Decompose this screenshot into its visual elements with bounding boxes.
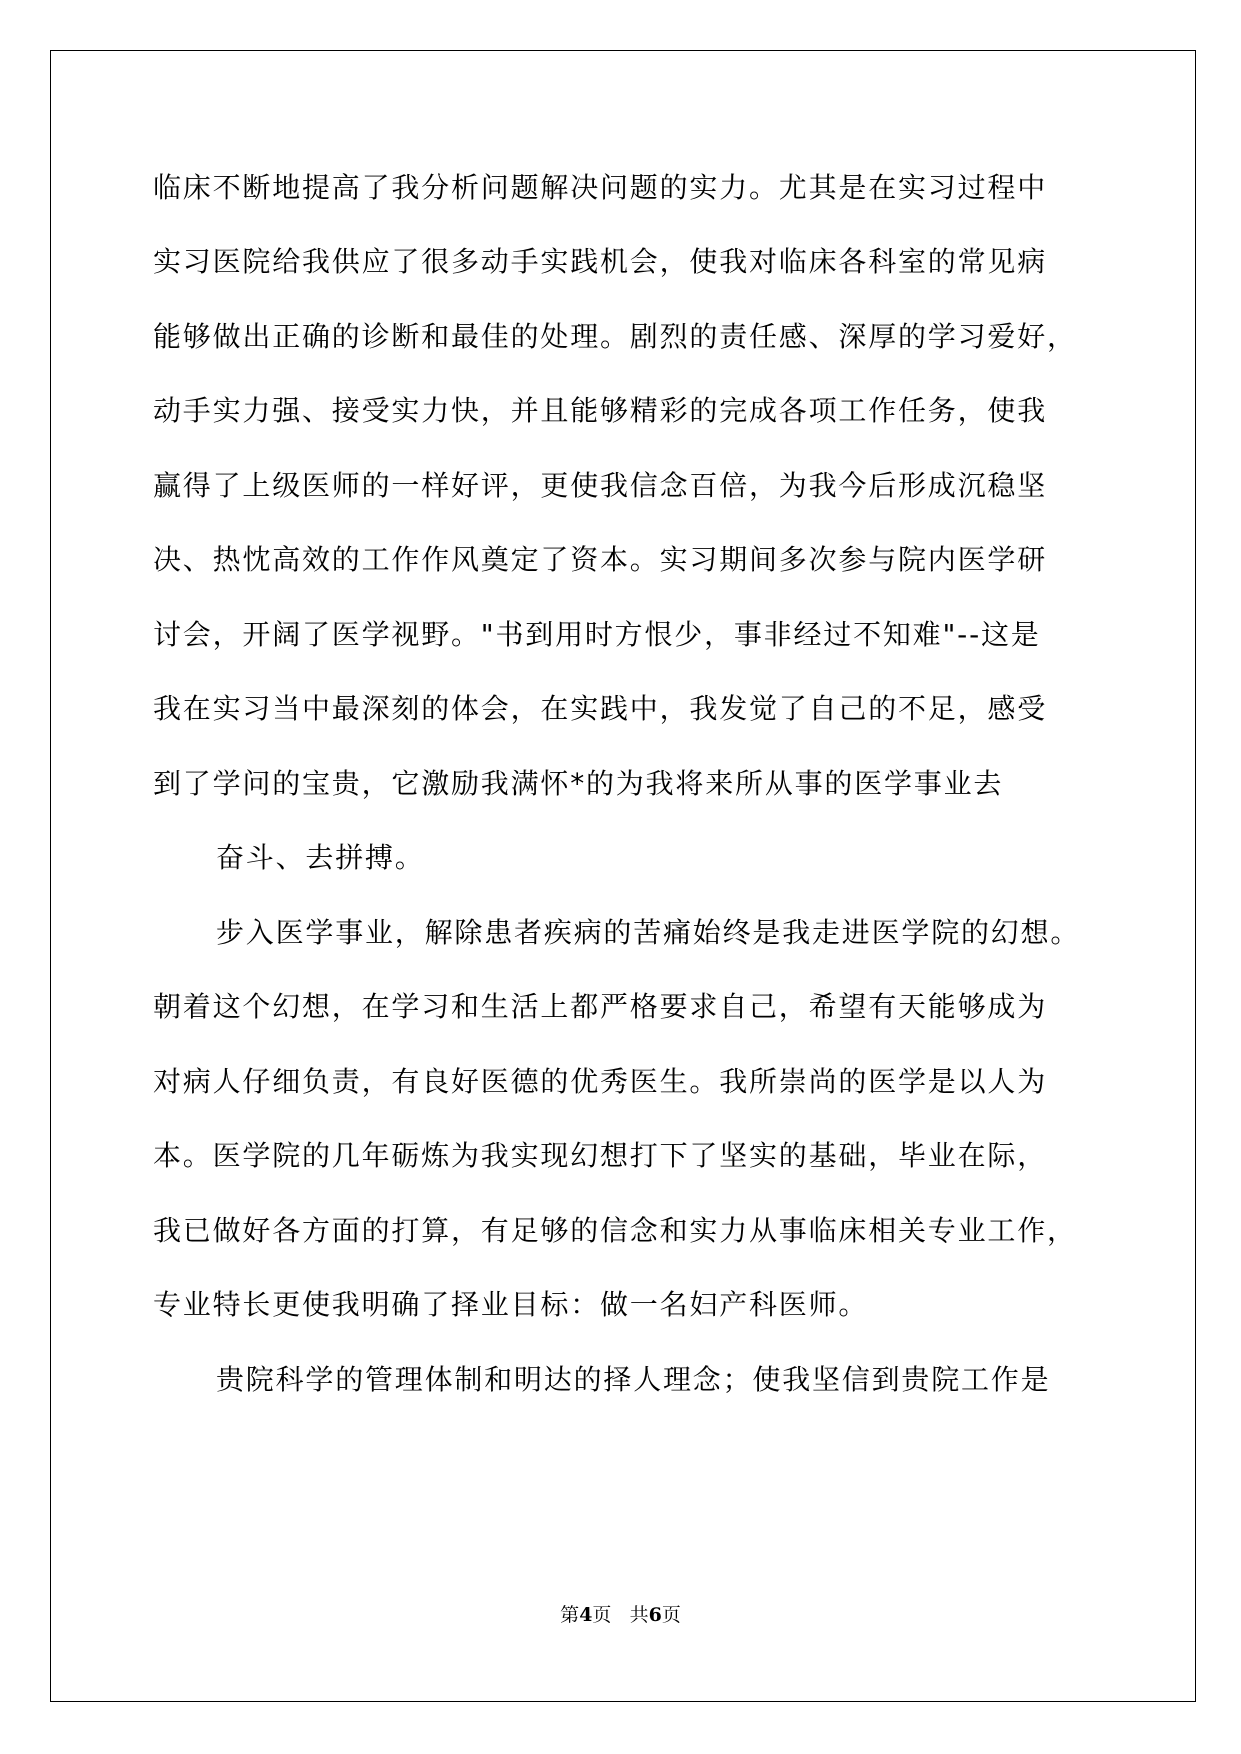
text-line: 临床不断地提高了我分析问题解决问题的实力。尤其是在实习过程中	[153, 171, 1048, 204]
page-border	[50, 50, 1196, 1702]
footer-prefix: 第	[560, 1604, 580, 1626]
text-line: 贵院科学的管理体制和明达的择人理念；使我坚信到贵院工作是	[216, 1363, 1051, 1396]
text-line: 步入医学事业，解除患者疾病的苦痛始终是我走进医学院的幻想。	[216, 916, 1081, 949]
text-line: 决、热忱高效的工作作风奠定了资本。实习期间多次参与院内医学研	[153, 543, 1048, 576]
text-line: 我已做好各方面的打算，有足够的信念和实力从事临床相关专业工作，	[153, 1214, 1077, 1247]
total-pages-number: 6	[648, 1604, 662, 1626]
text-line: 能够做出正确的诊断和最佳的处理。剧烈的责任感、深厚的学习爱好，	[153, 320, 1077, 353]
text-line: 奋斗、去拼搏。	[216, 841, 425, 874]
text-line: 讨会，开阔了医学视野。"书到用时方恨少，事非经过不知难"--这是	[153, 618, 1041, 651]
text-line: 朝着这个幻想，在学习和生活上都严格要求自己，希望有天能够成为	[153, 990, 1048, 1023]
footer-total-prefix: 共	[629, 1604, 649, 1626]
text-line: 专业特长更使我明确了择业目标：做一名妇产科医师。	[153, 1288, 869, 1321]
current-page-number: 4	[579, 1604, 593, 1626]
footer-page-unit: 页	[592, 1604, 612, 1626]
text-line: 到了学问的宝贵，它激励我满怀*的为我将来所从事的医学事业去	[153, 767, 1004, 800]
footer-total-unit: 页	[661, 1604, 681, 1626]
text-line: 赢得了上级医师的一样好评，更使我信念百倍，为我今后形成沉稳坚	[153, 469, 1048, 502]
text-line: 本。医学院的几年砺炼为我实现幻想打下了坚实的基础，毕业在际，	[153, 1139, 1048, 1172]
page-footer	[0, 1603, 1241, 1627]
text-line: 对病人仔细负责，有良好医德的优秀医生。我所崇尚的医学是以人为	[153, 1065, 1048, 1098]
text-line: 动手实力强、接受实力快，并且能够精彩的完成各项工作任务，使我	[153, 394, 1048, 427]
text-line: 我在实习当中最深刻的体会，在实践中，我发觉了自己的不足，感受	[153, 692, 1048, 725]
text-line: 实习医院给我供应了很多动手实践机会，使我对临床各科室的常见病	[153, 245, 1048, 278]
